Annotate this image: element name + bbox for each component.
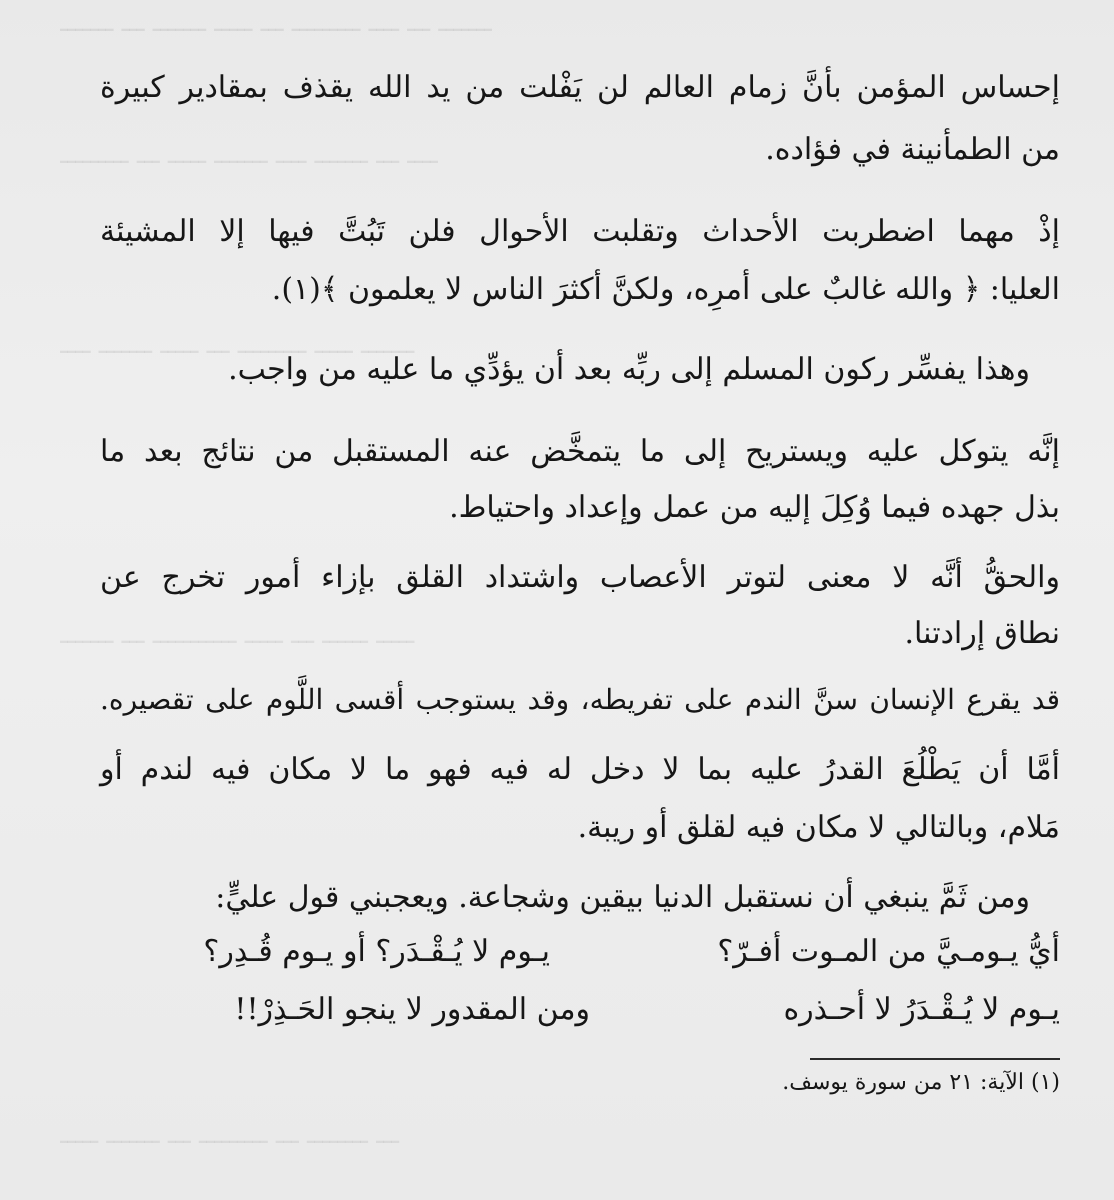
bleed-through-texture: ـــــــ ـــ ـــــــــــ ـــــ ـــ ــــــ ـــــ [60,620,415,650]
poem-hemistich: أيُّ يـومـيَّ من المـوت أفـرّ؟ [717,934,1060,969]
text-line: إحساس المؤمن بأنَّ زمام العالم لن يَفْلت من يد الله يقذف بمقادير كبيرة [100,70,1060,105]
text-line: إنَّه يتوكل عليه ويستريح إلى ما يتمخَّض عنه المستقبل من نتائج بعد ما [100,434,1060,469]
bleed-through-texture: ـــــ ـــــــ ـــ ـــــــــ ـــ ــــــــ ـــ [60,1120,400,1150]
text-line: والحقُّ أنَّه لا معنى لتوتر الأعصاب واشتداد القلق بإزاء أمور تخرج عن [100,560,1060,595]
poem-hemistich: يـوم لا يُـقْـدَر؟ أو يـوم قُـدِر؟ [203,934,550,969]
text-line: قد يقرع الإنسان سنَّ الندم على تفريطه، وقد يستوجب أقسى اللَّوم على تقصيره. [100,683,1060,716]
text-line: من الطمأنينة في فؤاده. [765,132,1060,167]
poem-hemistich: ومن المقدور لا ينجو الحَـذِرْ!! [234,992,590,1027]
bleed-through-texture: ـــــــ ـــ ـــــــ ـــــ ـــ ـــــــــ ــــ ـــ ـــــــ [60,8,492,38]
text-line: أمَّا أن يَطْلُعَ القدرُ عليه بما لا دخل له فيه فهو ما لا مكان فيه لندم أو [100,752,1060,787]
text-line: نطاق إرادتنا. [904,616,1060,651]
text-line: مَلام، وبالتالي لا مكان فيه لقلق أو ريبة. [577,810,1060,845]
bleed-through-texture: ــــ ـــــــ ـــــ ـــ ـــــــــ ـــــ ـــــــ [60,330,415,360]
text-line: إذْ مهما اضطربت الأحداث وتقلبت الأحوال فلن تَبُتَّ فيها إلا المشيئة [100,214,1060,249]
text-line: بذل جهده فيما وُكِلَ إليه من عمل وإعداد واحتياط. [449,490,1060,525]
footnote: (١) الآية: ٢١ من سورة يوسف. [782,1070,1060,1095]
bleed-through-texture: ـــــــــ ـــ ـــــ ـــــــ ــــ ـــــــ ـــ ــــ [60,140,438,170]
poem-hemistich: يـوم لا يُـقْـدَرُ لا أحـذره [783,992,1060,1027]
text-line: العليا: ﴿ والله غالبٌ على أمرِه، ولكنَّ أكثرَ الناس لا يعلمون ﴾(١). [271,272,1060,307]
text-line: ومن ثَمَّ ينبغي أن نستقبل الدنيا بيقين وشجاعة. ويعجبني قول عليٍّ: [215,880,1030,915]
footnote-divider [810,1058,1060,1060]
text-line: وهذا يفسِّر ركون المسلم إلى ربِّه بعد أن يؤدِّي ما عليه من واجب. [228,352,1030,387]
